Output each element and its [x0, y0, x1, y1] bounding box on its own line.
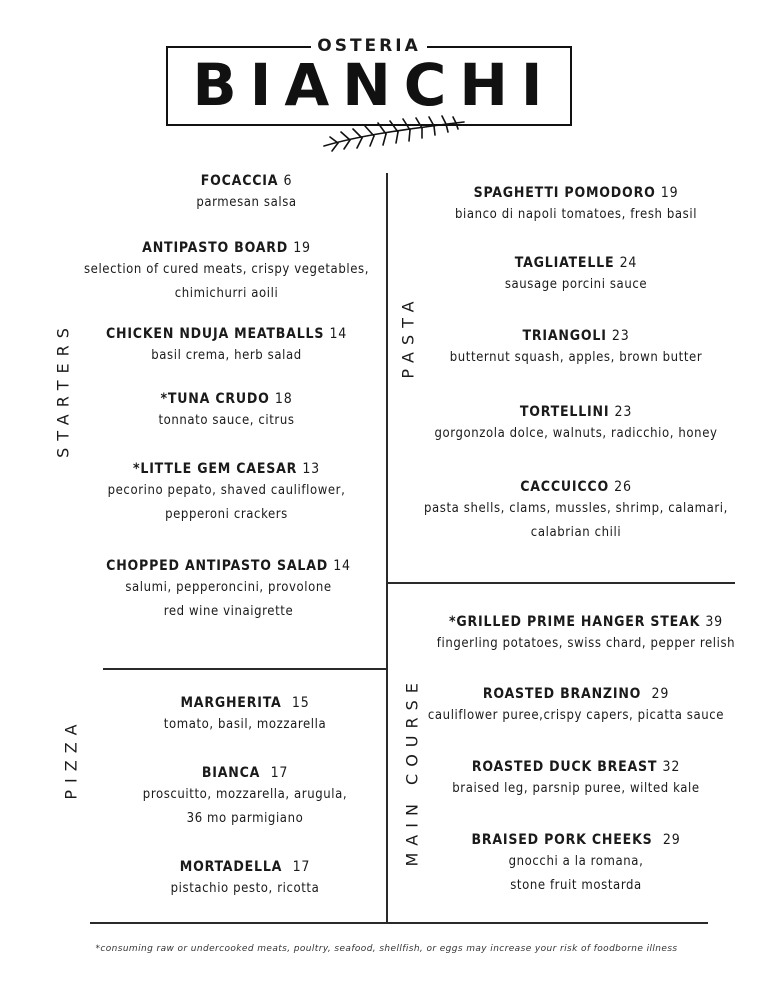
item-title — [40, 389, 413, 409]
item-title — [90, 693, 400, 713]
item-price: 39 — [705, 614, 723, 630]
item-title — [396, 477, 756, 497]
section-label-pasta: PASTA — [398, 294, 418, 379]
item-title — [40, 459, 413, 479]
item-title — [42, 556, 415, 576]
menu-item-roasted-branzino — [390, 684, 762, 728]
item-price: 19 — [660, 185, 679, 201]
logo-bianchi: BIANCHI — [192, 51, 556, 119]
item-price: 24 — [619, 255, 638, 271]
item-desc: butternut squash, apples, brown butter — [449, 350, 703, 365]
item-desc: proscuitto, mozzarella, arugula, — [142, 787, 348, 802]
item-name: CACCUICCO — [520, 479, 609, 495]
item-price: 23 — [611, 328, 630, 344]
item-desc: selection of cured meats, crispy vegetables, — [83, 262, 370, 277]
item-title — [40, 238, 413, 258]
item-desc: stone fruit mostarda — [510, 878, 642, 893]
item-title — [396, 183, 756, 203]
menu-item-mortadella — [90, 857, 400, 901]
menu-item-bianca — [90, 763, 400, 831]
menu-item-margherita — [90, 693, 400, 737]
item-name: FOCACCIA — [200, 173, 279, 189]
item-desc: pepperoni crackers — [165, 507, 288, 522]
menu-item-little-gem-caesar — [40, 459, 413, 527]
item-name: SPAGHETTI POMODORO — [473, 185, 656, 201]
menu-item-tuna-crudo — [40, 389, 413, 433]
item-title — [400, 612, 772, 632]
pasta-main-divider — [386, 582, 735, 584]
item-desc: tonnato sauce, citrus — [158, 413, 295, 428]
item-price: 18 — [274, 391, 293, 407]
section-label-starters: STARTERS — [53, 321, 73, 458]
item-desc: gorgonzola dolce, walnuts, radicchio, honey — [434, 426, 718, 441]
item-price: 23 — [614, 404, 633, 420]
item-price: 14 — [329, 326, 348, 342]
item-name: ANTIPASTO BOARD — [142, 240, 289, 256]
item-desc: cauliflower puree,crispy capers, picatta sauce — [427, 708, 725, 723]
item-desc: calabrian chili — [530, 525, 622, 540]
section-label-main-course: MAIN COURSE — [402, 676, 422, 867]
menu-item-tortellini — [396, 402, 756, 446]
bottom-divider — [90, 922, 708, 924]
item-title — [40, 324, 413, 344]
item-price: 14 — [333, 558, 351, 574]
menu-item-chicken-nduja-meatballs — [40, 324, 413, 368]
menu-item-tagliatelle — [396, 253, 756, 297]
item-desc: gnocchi a la romana, — [508, 854, 644, 869]
menu-item-roasted-duck-breast — [390, 757, 762, 801]
item-name: TAGLIATELLE — [514, 255, 615, 271]
item-desc: parmesan salsa — [196, 195, 297, 210]
item-price: 17 — [270, 765, 289, 781]
item-desc: sausage porcini sauce — [504, 277, 648, 292]
item-name: CHICKEN NDUJA MEATBALLS — [105, 326, 325, 342]
item-title — [396, 253, 756, 273]
item-desc: fingerling potatoes, swiss chard, pepper relish — [436, 636, 736, 651]
item-title — [90, 857, 400, 877]
item-price: 6 — [283, 173, 293, 189]
item-title — [390, 757, 762, 777]
item-title — [390, 684, 762, 704]
item-title — [390, 830, 762, 850]
menu-item-grilled-prime-hanger-steak — [400, 612, 772, 656]
item-desc: pistachio pesto, ricotta — [170, 881, 320, 896]
item-desc: bianco di napoli tomatoes, fresh basil — [454, 207, 698, 222]
item-name: ROASTED DUCK BREAST — [471, 759, 658, 775]
item-price: 32 — [662, 759, 681, 775]
logo-osteria-text: OSTERIA — [311, 36, 426, 56]
item-name: TORTELLINI — [519, 404, 610, 420]
item-desc: red wine vinaigrette — [163, 604, 294, 619]
item-title — [396, 402, 756, 422]
item-price: 13 — [302, 461, 320, 477]
menu-item-chopped-antipasto-salad — [42, 556, 415, 624]
item-desc: chimichurri aoili — [174, 286, 279, 301]
item-desc: salumi, pepperoncini, provolone — [125, 580, 332, 595]
item-title — [60, 171, 433, 191]
menu-item-braised-pork-cheeks — [390, 830, 762, 898]
item-desc: pasta shells, clams, mussles, shrimp, calamari, — [424, 501, 728, 516]
rosemary-sprig-icon — [318, 108, 468, 154]
section-label-pizza: PIZZA — [61, 717, 81, 800]
menu-item-caccuicco — [396, 477, 756, 545]
item-desc: 36 mo parmigiano — [186, 811, 304, 826]
item-name: *GRILLED PRIME HANGER STEAK — [449, 614, 701, 630]
item-desc: tomato, basil, mozzarella — [163, 717, 327, 732]
menu-item-triangoli — [396, 326, 756, 370]
item-title — [90, 763, 400, 783]
item-name: BIANCA — [201, 765, 261, 781]
item-price: 29 — [662, 832, 681, 848]
item-name: BRAISED PORK CHEEKS — [471, 832, 653, 848]
item-desc: pecorino pepato, shaved cauliflower, — [107, 483, 346, 498]
item-price: 15 — [291, 695, 310, 711]
item-desc: braised leg, parsnip puree, wilted kale — [452, 781, 700, 796]
item-name: TRIANGOLI — [522, 328, 607, 344]
item-desc: basil crema, herb salad — [151, 348, 302, 363]
item-price: 29 — [651, 686, 670, 702]
item-name: MORTADELLA — [179, 859, 283, 875]
item-name: *TUNA CRUDO — [160, 391, 270, 407]
item-title — [396, 326, 756, 346]
item-name: CHOPPED ANTIPASTO SALAD — [106, 558, 329, 574]
item-price: 17 — [292, 859, 311, 875]
item-price: 26 — [614, 479, 632, 495]
menu-item-antipasto-board — [40, 238, 413, 306]
item-name: ROASTED BRANZINO — [482, 686, 642, 702]
item-name: MARGHERITA — [180, 695, 282, 711]
item-name: *LITTLE GEM CAESAR — [132, 461, 298, 477]
starters-pizza-divider — [103, 668, 387, 670]
footnote-disclaimer: *consuming raw or undercooked meats, poultry, seafood, shellfish, or eggs may increase your risk of foodborne illness — [95, 944, 678, 954]
menu-item-spaghetti-pomodoro — [396, 183, 756, 227]
item-price: 19 — [293, 240, 311, 256]
menu-item-focaccia — [60, 171, 433, 215]
